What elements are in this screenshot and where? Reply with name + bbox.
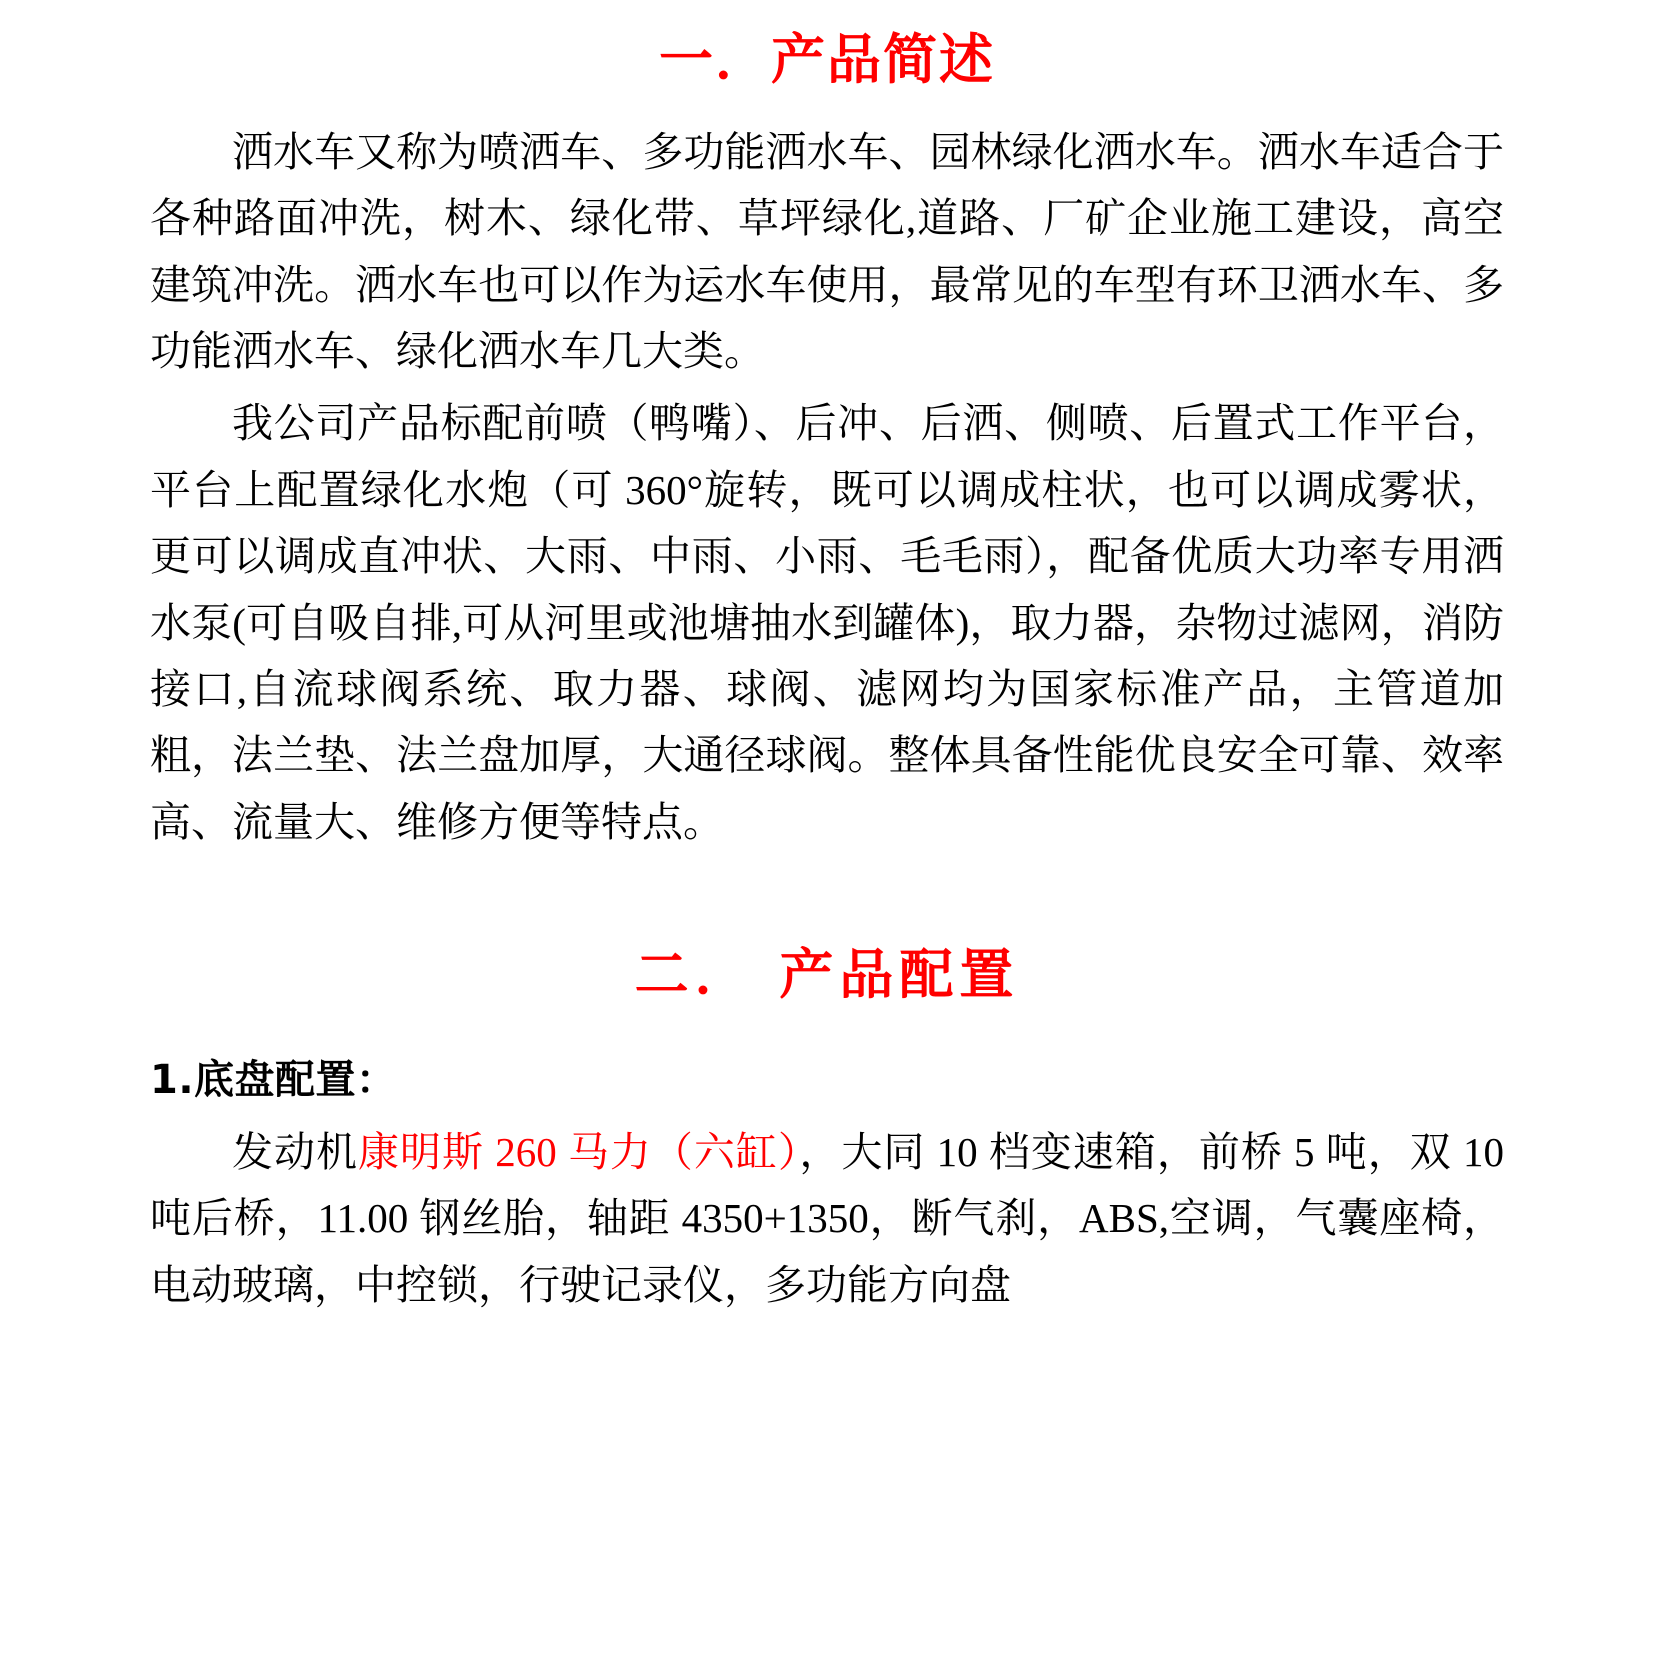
page-title-section-one: 一．产品简述 xyxy=(659,28,995,91)
subheading-chassis-config: 1.底盘配置： xyxy=(150,1057,397,1104)
page-title-section-two: 二． 产品配置 xyxy=(634,943,1020,1007)
paragraph-product-overview-1: 洒水车又称为喷洒车、多功能洒水车、园林绿化洒水车。洒水车适合于各种路面冲洗，树木、绿化带、草坪绿化,道路、厂矿企业施工建设，高空建筑冲洗。洒水车也可以作为运水车使用，最常见的车型有环卫洒水车、多功能洒水车、绿化洒水车几大类。 xyxy=(150,128,1504,375)
paragraph-chassis-config xyxy=(150,1119,1504,1318)
chassis-engine-highlight: 康明斯 260 马力（六缸） xyxy=(357,1129,800,1176)
chassis-suffix-text: ，大同 10 档变速箱，前桥 5 吨，双 10 吨后桥，11.00 钢丝胎，轴距 4350+1350，断气刹，ABS,空调，气囊座椅，电动玻璃，中控锁，行驶记录仪，多功能方向盘 xyxy=(150,1129,1505,1308)
paragraph-product-overview-2: 我公司产品标配前喷（鸭嘴）、后冲、后洒、侧喷、后置式工作平台，平台上配置绿化水炮（可 360°旋转，既可以调成柱状，也可以调成雾状，更可以调成直冲状、大雨、中雨、小雨、毛毛雨），配备优质大功率专用洒水泵(可自吸自排,可从河里或池塘抽水到罐体)，取力器，杂物过滤网，消防接口,自流球阀系统、取力器、球阀、滤网均为国家标准产品，主管道加粗，法兰垫、法兰盘加厚，大通径球阀。整体具备性能优良安全可靠、效率高、流量大、维修方便等特点。 xyxy=(150,400,1504,845)
chassis-prefix-text: 发动机 xyxy=(232,1129,358,1176)
